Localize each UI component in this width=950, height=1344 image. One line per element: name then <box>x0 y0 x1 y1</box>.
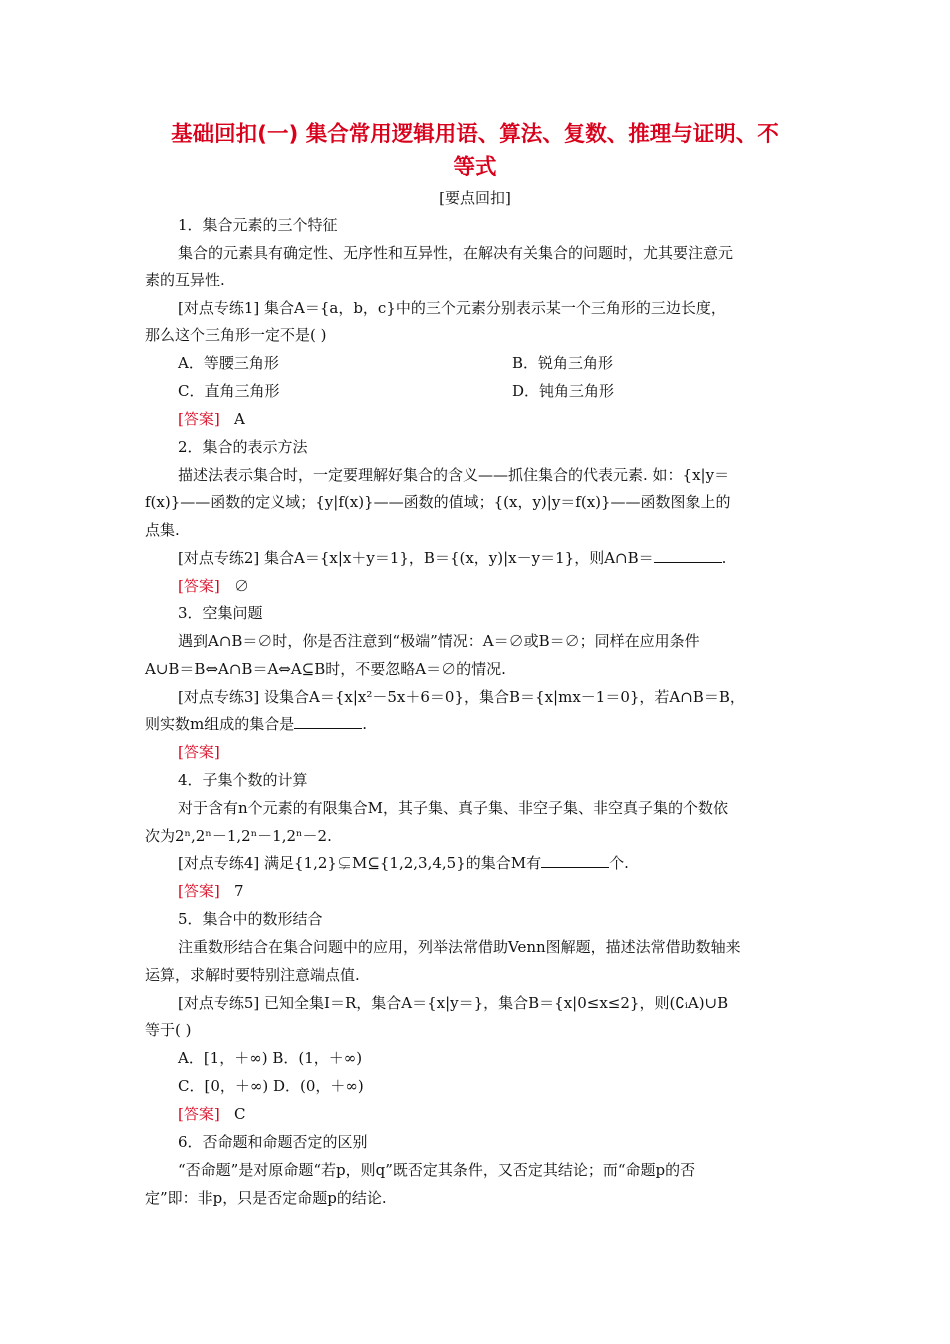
answer-4 <box>178 881 244 901</box>
answer-5-value: C <box>234 1105 246 1123</box>
options-5ab: A．[1，＋∞) B．(1，＋∞) <box>178 1049 363 1067</box>
paragraph-1b: 素的互异性. <box>145 271 225 289</box>
paragraph-2c: 点集. <box>145 521 180 539</box>
option-1c: C．直角三角形 <box>178 382 280 400</box>
paragraph-5a: 注重数形结合在集合问题中的应用，列举法常借助Venn图解题，描述法常借助数轴来 <box>178 938 741 956</box>
answer-label: [答案] <box>178 577 220 595</box>
paragraph-6b: 定”即：非p，只是否定命题p的结论. <box>145 1189 387 1207</box>
heading-3: 3．空集问题 <box>178 604 263 622</box>
answer-1-value: A <box>234 410 245 428</box>
heading-6: 6．否命题和命题否定的区别 <box>178 1133 368 1151</box>
paragraph-4a: 对于含有n个元素的有限集合M，其子集、真子集、非空子集、非空真子集的个数依 <box>178 799 729 817</box>
exercise-4 <box>178 853 629 873</box>
exercise-3-end: . <box>362 715 368 733</box>
exercise-4-end: 个. <box>609 854 629 872</box>
answer-label: [答案] <box>178 410 220 428</box>
options-5cd: C．[0，＋∞) D．(0，＋∞) <box>178 1077 364 1095</box>
exercise-2 <box>178 548 726 568</box>
option-1d: D．钝角三角形 <box>512 382 615 400</box>
heading-1: 1．集合元素的三个特征 <box>178 216 338 234</box>
document-title <box>145 118 805 184</box>
answer-5 <box>178 1104 246 1124</box>
answer-label: [答案] <box>178 743 220 761</box>
answer-label: [答案] <box>178 882 220 900</box>
exercise-5b: 等于( ) <box>145 1021 192 1039</box>
answer-2-value: ∅ <box>234 577 250 595</box>
answer-2 <box>178 576 249 596</box>
paragraph-3b: A∪B＝B⇔A∩B＝A⇔A⊆B时，不要忽略A＝∅的情况. <box>145 660 506 678</box>
exercise-3b <box>145 714 367 734</box>
answer-1 <box>178 409 245 429</box>
exercise-4-text: [对点专练4] 满足{1,2}⊊M⊆{1,2,3,4,5}的集合M有 <box>178 854 542 872</box>
exercise-1b: 那么这个三角形一定不是( ) <box>145 326 327 344</box>
paragraph-2a: 描述法表示集合时，一定要理解好集合的含义——抓住集合的代表元素. 如：{x|y＝ <box>178 466 730 484</box>
answer-label: [答案] <box>178 1105 220 1123</box>
paragraph-5b: 运算，求解时要特别注意端点值. <box>145 966 360 984</box>
heading-2: 2．集合的表示方法 <box>178 438 308 456</box>
paragraph-6a: “否命题”是对原命题“若p，则q”既否定其条件，又否定其结论；而“命题p的否 <box>178 1161 696 1179</box>
exercise-2-text: [对点专练2] 集合A＝{x|x＋y＝1}，B＝{(x，y)|x－y＝1}，则A∩B＝ <box>178 549 654 567</box>
answer-3 <box>178 742 220 762</box>
paragraph-1a: 集合的元素具有确定性、无序性和互异性，在解决有关集合的问题时，尤其要注意元 <box>178 244 734 262</box>
paragraph-4b: 次为2ⁿ,2ⁿ－1,2ⁿ－1,2ⁿ－2. <box>145 827 332 845</box>
exercise-5a: [对点专练5] 已知全集I＝R，集合A＝{x|y＝}，集合B＝{x|0≤x≤2}，则(∁ᵢA)∪B <box>178 994 729 1012</box>
exercise-1a: [对点专练1] 集合A＝{a，b，c}中的三个元素分别表示某一个三角形的三边长度， <box>178 299 726 317</box>
title-line-2: 等式 <box>453 155 497 180</box>
section-label: [要点回扣] <box>439 189 511 207</box>
exercise-2-end: . <box>721 549 727 567</box>
answer-blank <box>541 853 609 868</box>
paragraph-2b: f(x)}——函数的定义域；{y|f(x)}——函数的值域；{(x，y)|y＝f(x)}——函数图象上的 <box>145 493 731 511</box>
answer-4-value: 7 <box>234 882 244 900</box>
paragraph-3a: 遇到A∩B＝∅时，你是否注意到“极端”情况：A＝∅或B＝∅；同样在应用条件 <box>178 632 700 650</box>
option-1a: A．等腰三角形 <box>178 354 279 372</box>
answer-blank <box>294 714 362 729</box>
heading-5: 5．集合中的数形结合 <box>178 910 323 928</box>
exercise-3b-text: 则实数m组成的集合是 <box>145 715 295 733</box>
option-1b: B．锐角三角形 <box>512 354 614 372</box>
answer-blank <box>654 548 722 563</box>
title-line-1: 基础回扣(一) 集合常用逻辑用语、算法、复数、推理与证明、不 <box>171 122 779 147</box>
exercise-3a: [对点专练3] 设集合A＝{x|x²－5x＋6＝0}，集合B＝{x|mx－1＝0}，若A∩B＝B， <box>178 688 745 706</box>
heading-4: 4．子集个数的计算 <box>178 771 308 789</box>
